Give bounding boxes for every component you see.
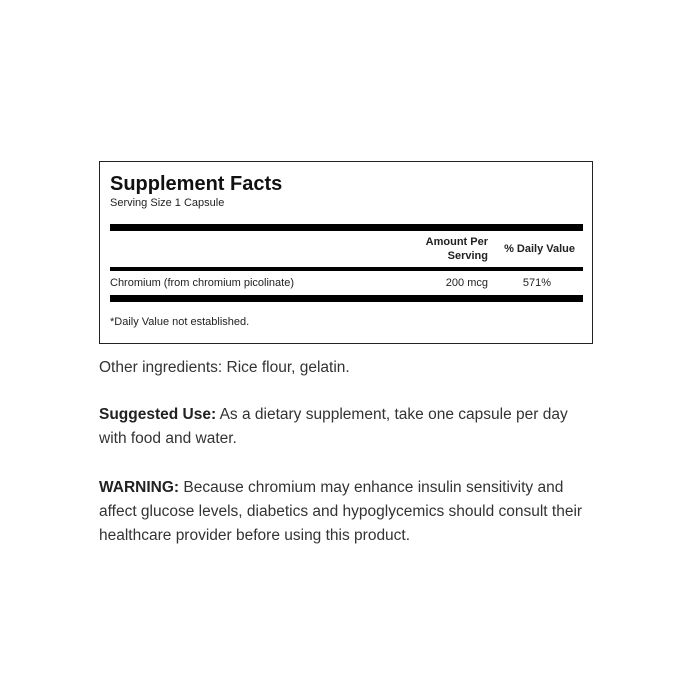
divider-thick-bottom: [110, 295, 583, 302]
column-header-amount-line1: Amount Per: [425, 236, 488, 248]
warning-text: Because chromium may enhance insulin sensitivity and affect glucose levels, diabetics and hypoglycemics should consult their healthcare provider before using this product.: [99, 479, 583, 544]
serving-size: Serving Size 1 Capsule: [110, 197, 225, 209]
divider-thick-top: [110, 224, 583, 231]
other-ingredients: Other ingredients: Rice flour, gelatin.: [99, 359, 350, 376]
column-header-amount: [398, 235, 488, 263]
suggested-use-text: As a dietary supplement, take one capsule per day with food and water.: [99, 406, 568, 447]
suggested-use-label: Suggested Use:: [99, 406, 217, 423]
warning-label: WARNING:: [99, 479, 180, 496]
supplement-facts-panel: [99, 161, 593, 344]
nutrient-name: Chromium (from chromium picolinate): [110, 277, 294, 289]
column-header-daily-value: % Daily Value: [504, 243, 575, 255]
facts-footnote: *Daily Value not established.: [110, 316, 250, 328]
column-header-amount-line2: Serving: [447, 250, 488, 262]
divider-header: [110, 267, 583, 271]
warning: [99, 476, 599, 548]
nutrient-amount: 200 mcg: [445, 277, 488, 289]
suggested-use: [99, 403, 599, 451]
facts-title: Supplement Facts: [110, 173, 283, 195]
nutrient-daily-value: 571%: [522, 277, 551, 289]
